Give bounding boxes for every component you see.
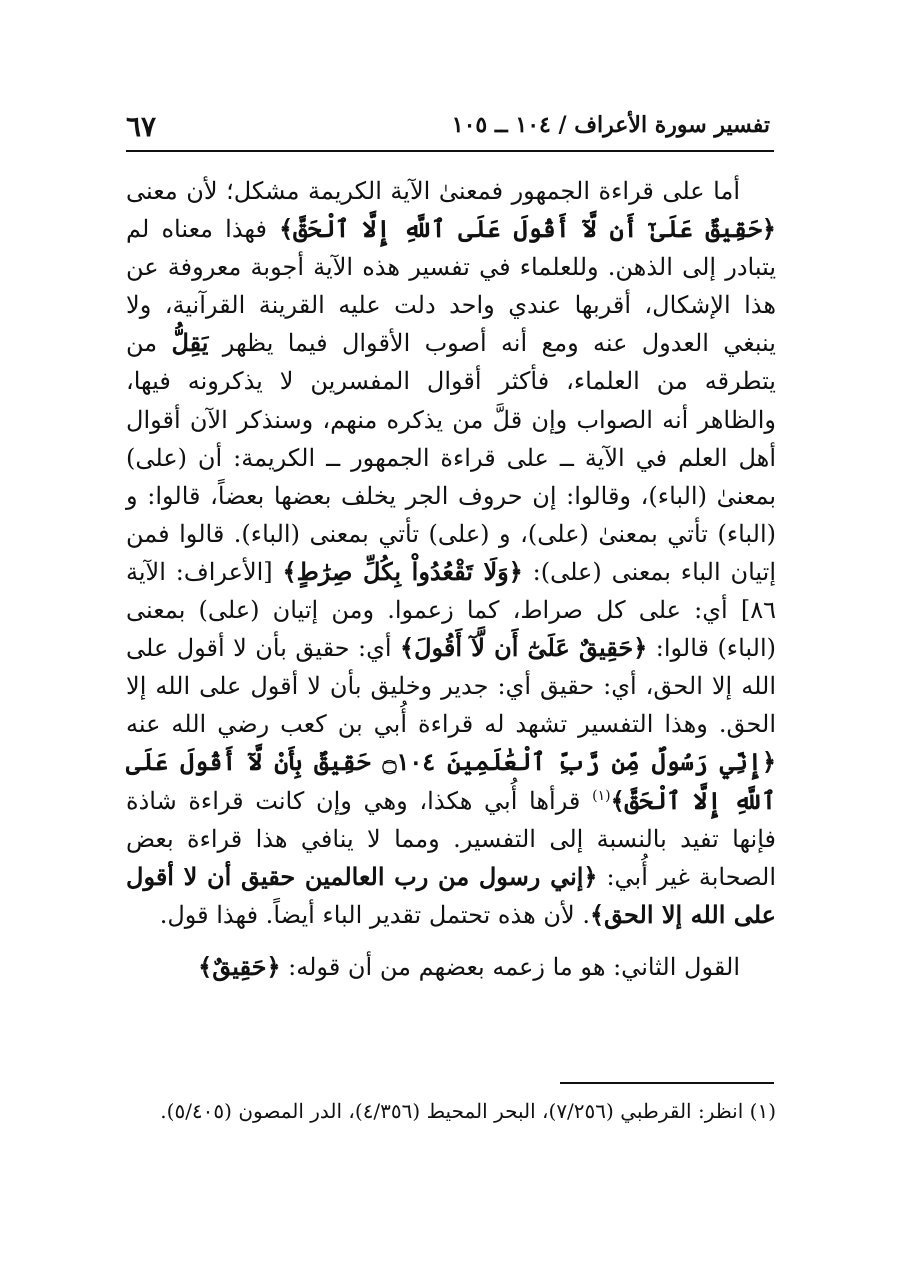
text-run: . لأن هذه تحتمل تقدير الباء أيضاً. فهذا قول.	[159, 900, 590, 929]
text-run: أما على قراءة الجمهور فمعنىٰ الآية الكريمة مشكل؛ لأن معنى	[126, 177, 740, 205]
quran-verse: ﴿وَلَا تَقْعُدُواْ بِكُلِّ صِرَٰطٍ﴾	[282, 556, 523, 586]
text-run: قرأها أُبي هكذا، وهي وإن كانت قراءة شاذة فإنها تفيد بالنسبة إلى التفسير. ومما لا ينافي هذا قراءة بعض الصحابة غير أُبي:	[126, 786, 776, 891]
quran-verse: ﴿حَقِيقٌ عَلَىٰٓ أَن لَّآ أَقُولَ عَلَى ٱللَّهِ إِلَّا ٱلْحَقَّ﴾	[279, 214, 776, 244]
paragraph-2	[126, 948, 776, 986]
text-run: أي: حقيق بأن لا أقول على الله إلا الحق، أي: حقيق أي: جدير وخليق بأن لا أقول على الله إلا الحق. وهذا التفسير تشهد له قراءة أُبي بن كعب رضي الله عنه	[126, 634, 776, 739]
page-number: ٦٧	[126, 110, 157, 143]
quran-word: ﴿حَقِيقٌ﴾	[198, 951, 281, 981]
quran-reading: ﴿إني رسول من رب العالمين حقيق أن لا أقول على الله إلا الحق﴾	[126, 861, 776, 929]
quran-verse: ﴿إِنِّي رَسُولٌ مِّن رَّبِّ ٱلْعَٰلَمِينَ ۝١٠٤ حَقِيقٌ بِأَنْ لَّآ أَقُولَ عَلَى ٱللَّهِ إِلَّا ٱلْحَقَّ﴾	[126, 747, 777, 815]
paragraph-1	[126, 172, 776, 934]
running-title: تفسير سورة الأعراف / ١٠٤ ــ ١٠٥	[451, 112, 770, 138]
body-text	[126, 172, 776, 986]
footnote-ref: (١)	[592, 787, 611, 804]
header-rule	[126, 150, 774, 152]
text-run: القول الثاني: هو ما زعمه بعضهم من أن قوله:	[280, 952, 740, 981]
text-run: فهذا معناه لم يتبادر إلى الذهن. وللعلماء في تفسير هذه الآية أجوبة معروفة عن هذا الإشكال، أقربها عندي واحد دلت عليه القرينة القرآنية، ولا ينبغي العدول عنه ومع أنه أصوب الأقوال فيما يظهر	[126, 215, 776, 358]
footnote-rule	[560, 1082, 774, 1084]
text-run: من يتطرقه من العلماء، فأكثر أقوال المفسرين لا يذكرونه فيها، والظاهر أنه الصواب وإن قلَّ من يذكره منهم، وسنذكر الآن أقوال أهل العلم في الآية ــ على قراءة الجمهور ــ الكريمة: أن (على) بمعنىٰ (الباء)، وقالوا: إن حروف الجر يخلف بعضها بعضاً، قالوا: و (الباء) تأتي بمعنىٰ (على)، و (على) تأتي بمعنى (الباء). قالوا فمن إتيان الباء بمعنى (على):	[126, 329, 776, 586]
footnotes	[126, 1095, 776, 1127]
quran-word: يَقِلُّ	[171, 328, 209, 358]
quran-verse: ﴿حَقِيقٌ عَلَىٰٓ أَن لَّآ أَقُولَ﴾	[400, 633, 648, 663]
text-run: [الأعراف: الآية ٨٦] أي: على كل صراط، كما زعموا. ومن إتيان (على) بمعنى (الباء) قالوا:	[126, 557, 776, 663]
footnote-1: (١) انظر: القرطبي (٧/٢٥٦)، البحر المحيط (٤/٣٥٦)، الدر المصون (٥/٤٠٥).	[160, 1099, 776, 1123]
